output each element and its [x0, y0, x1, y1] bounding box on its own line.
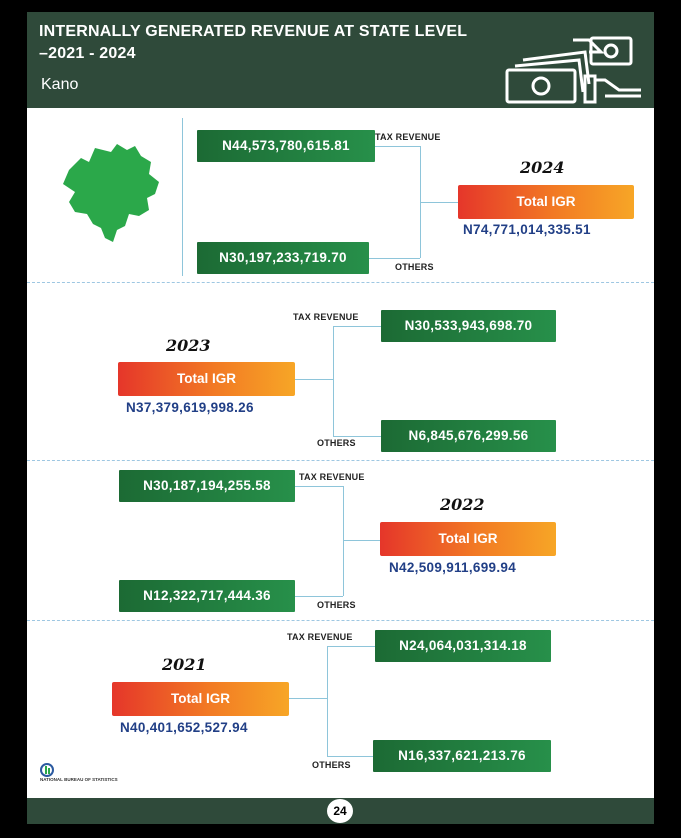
year-label-2024: 2024	[520, 158, 565, 177]
page-title: INTERNALLY GENERATED REVENUE AT STATE LEVEL	[39, 23, 468, 40]
connector	[327, 646, 375, 647]
kano-state-map-icon	[55, 140, 165, 250]
total-igr-value-2022: N42,509,911,699.94	[389, 560, 517, 575]
year-label-2022: 2022	[440, 495, 485, 514]
others-label-2021: OTHERS	[312, 760, 351, 770]
total-igr-box-2022: Total IGR	[380, 522, 556, 556]
connector	[375, 146, 420, 147]
tax-revenue-value-2023: N30,533,943,698.70	[381, 310, 556, 342]
tax-revenue-label-2023: TAX REVENUE	[293, 312, 359, 322]
tax-revenue-label-2024: TAX REVENUE	[375, 132, 441, 142]
connector	[289, 698, 327, 699]
year-label-2021: 2021	[162, 655, 207, 674]
tax-revenue-value-2022: N30,187,194,255.58	[119, 470, 295, 502]
total-igr-box-2024: Total IGR	[458, 185, 634, 219]
connector	[327, 756, 373, 757]
year-label-2023: 2023	[166, 336, 211, 355]
section-divider	[27, 282, 654, 283]
connector	[295, 486, 343, 487]
others-label-2022: OTHERS	[317, 600, 356, 610]
connector	[333, 326, 334, 436]
tax-revenue-label-2022: TAX REVENUE	[299, 472, 365, 482]
footer-bar	[27, 798, 654, 824]
others-value-2022: N12,322,717,444.36	[119, 580, 295, 612]
connector	[295, 596, 343, 597]
connector	[295, 379, 333, 380]
tax-revenue-label-2021: TAX REVENUE	[287, 632, 353, 642]
tax-revenue-value-2024: N44,573,780,615.81	[197, 130, 375, 162]
tax-revenue-value-2021: N24,064,031,314.18	[375, 630, 551, 662]
total-igr-box-2021: Total IGR	[112, 682, 289, 716]
section-divider	[27, 460, 654, 461]
nbs-logo-text: NATIONAL BUREAU OF STATISTICS	[40, 777, 118, 782]
others-value-2023: N6,845,676,299.56	[381, 420, 556, 452]
total-igr-box-2023: Total IGR	[118, 362, 295, 396]
section-2024-left-border	[182, 118, 183, 276]
state-name: Kano	[41, 76, 79, 93]
connector	[333, 436, 381, 437]
header-banner	[27, 12, 654, 108]
connector	[420, 202, 458, 203]
page-number: 24	[327, 799, 353, 823]
total-igr-value-2024: N74,771,014,335.51	[463, 222, 591, 237]
total-igr-value-2021: N40,401,652,527.94	[120, 720, 248, 735]
report-page	[27, 12, 654, 824]
others-label-2023: OTHERS	[317, 438, 356, 448]
others-label-2024: OTHERS	[395, 262, 434, 272]
others-value-2021: N16,337,621,213.76	[373, 740, 551, 772]
money-hand-icon	[475, 30, 645, 106]
total-igr-value-2023: N37,379,619,998.26	[126, 400, 254, 415]
others-value-2024: N30,197,233,719.70	[197, 242, 369, 274]
page-subtitle-years: –2021 - 2024	[39, 45, 136, 62]
section-divider	[27, 620, 654, 621]
connector	[343, 486, 344, 596]
connector	[333, 326, 381, 327]
connector	[369, 258, 420, 259]
connector	[327, 646, 328, 756]
connector	[343, 540, 380, 541]
